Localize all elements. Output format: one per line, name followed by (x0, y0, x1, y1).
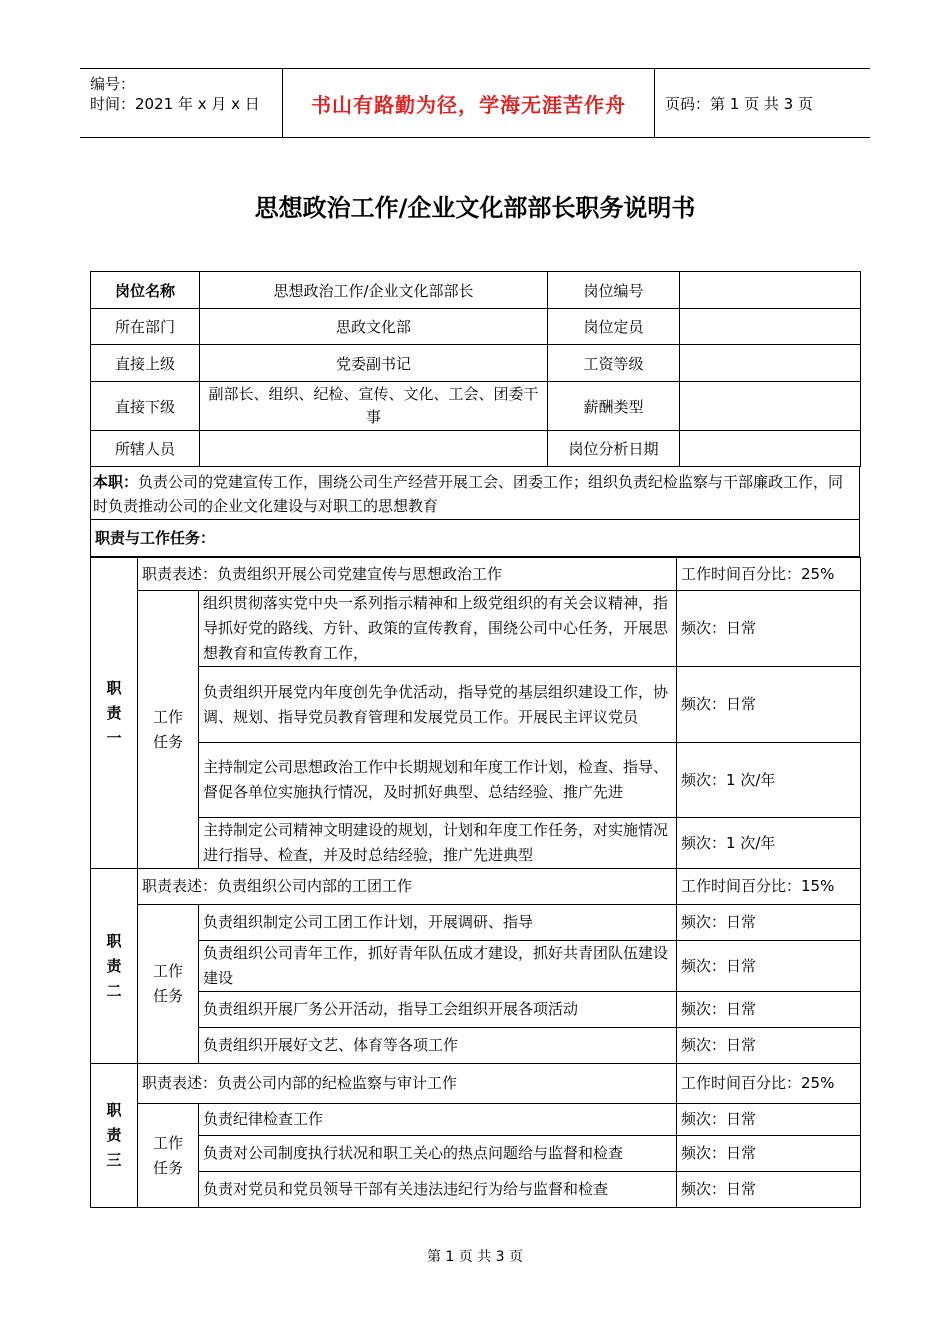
header-meta-cell (80, 69, 283, 137)
task-text: 负责对党员和党员领导干部有关违法违纪行为给与监督和检查 (199, 1172, 677, 1208)
table-row (91, 818, 861, 869)
duty-table-2 (90, 868, 861, 1064)
task-text: 负责组织开展党内年度创先争优活动，指导党的基层组织建设工作，协调、规划、指导党员教育管理和发展党员工作。开展民主评议党员 (199, 667, 677, 743)
task-label: 工作任务 (152, 707, 183, 751)
table-row (91, 1172, 861, 1208)
task-label: 工作任务 (152, 962, 183, 1005)
task-text: 负责组织公司青年工作，抓好青年队伍成才建设，抓好共青团队伍建设建设 (199, 941, 677, 992)
field-value (680, 309, 861, 345)
task-text: 负责对公司制度执行状况和职工关心的热点问题给与监督和检查 (199, 1136, 677, 1172)
task-text: 负责纪律检查工作 (199, 1104, 677, 1136)
task-text: 负责组织开展好文艺、体育等各项工作 (199, 1028, 677, 1064)
task-label: 工作任务 (152, 1133, 183, 1177)
field-label: 岗位定员 (548, 309, 680, 345)
task-label-cell (138, 591, 199, 869)
table-row (91, 345, 861, 382)
table-row (91, 558, 861, 591)
field-label: 工资等级 (548, 345, 680, 382)
field-value (680, 431, 861, 467)
duty-table-1 (90, 557, 861, 869)
table-row (91, 869, 861, 905)
position-info-section (90, 271, 860, 1208)
duties-heading: 职责与工作任务： (90, 520, 860, 557)
task-frequency: 频次：日常 (677, 1028, 861, 1064)
table-row (91, 667, 861, 743)
page-footer: 第 1 页 共 3 页 (426, 1249, 524, 1265)
task-text: 组织贯彻落实党中央一系列指示精神和上级党组织的有关会议精神，指导抓好党的路线、方针、政策的宣传教育，围绕公司中心任务，开展思想教育和宣传教育工作， (199, 591, 677, 667)
duty-percent: 工作时间百分比：15% (677, 869, 861, 905)
job-summary-label: 本职： (93, 473, 139, 491)
job-summary (90, 467, 860, 520)
task-frequency: 频次：日常 (677, 591, 861, 667)
duty-label-cell (91, 558, 138, 869)
table-row (91, 272, 861, 309)
duty-label-cell (91, 869, 138, 1064)
duty-label: 职责一 (106, 678, 122, 747)
motto-text: 书山有路勤为径，学海无涯苦作舟 (311, 92, 626, 117)
task-label-cell (138, 1104, 199, 1208)
field-value: 党委副书记 (200, 345, 548, 382)
duty-percent: 工作时间百分比：25% (677, 558, 861, 591)
field-value (680, 272, 861, 309)
duty-label: 职责二 (106, 931, 122, 1000)
page-indicator: 页码：第 1 页 共 3 页 (665, 94, 813, 113)
table-row (91, 941, 861, 992)
field-label: 直接上级 (91, 345, 200, 382)
task-frequency: 频次：日常 (677, 941, 861, 992)
table-row (91, 1104, 861, 1136)
task-text: 负责组织制定公司工团工作计划，开展调研、指导 (199, 905, 677, 941)
document-number-label: 编号： (90, 75, 136, 93)
table-row (91, 431, 861, 467)
task-text: 主持制定公司思想政治工作中长期规划和年度工作计划，检查、指导、督促各单位实施执行情况，及时抓好典型、总结经验、推广先进 (199, 743, 677, 818)
field-value: 副部长、组织、纪检、宣传、文化、工会、团委干事 (200, 382, 548, 431)
field-label: 薪酬类型 (548, 382, 680, 431)
table-row (91, 992, 861, 1028)
duty-statement: 职责表述：负责组织开展公司党建宣传与思想政治工作 (138, 558, 677, 591)
task-frequency: 频次：日常 (677, 1104, 861, 1136)
table-row (91, 905, 861, 941)
task-frequency: 频次：日常 (677, 992, 861, 1028)
field-label: 直接下级 (91, 382, 200, 431)
duty-label: 职责三 (106, 1101, 122, 1169)
table-row (91, 382, 861, 431)
page-title: 思想政治工作/企业文化部部长职务说明书 (254, 194, 696, 222)
field-value: 思想政治工作/企业文化部部长 (200, 272, 548, 309)
document-time-label: 时间：2021 年 x 月 x 日 (90, 95, 260, 113)
field-label: 所辖人员 (91, 431, 200, 467)
duty-label-cell (91, 1064, 138, 1208)
table-row (91, 1064, 861, 1104)
table-row (91, 743, 861, 818)
field-label: 岗位分析日期 (548, 431, 680, 467)
task-frequency: 频次：日常 (677, 667, 861, 743)
table-row (91, 591, 861, 667)
document-header (80, 68, 870, 138)
field-label: 岗位名称 (91, 272, 200, 309)
duty-statement: 职责表述：负责公司内部的纪检监察与审计工作 (138, 1064, 677, 1104)
job-summary-text: 负责公司的党建宣传工作，围绕公司生产经营开展工会、团委工作；组织负责纪检监察与干部廉政工作，同时负责推动公司的企业文化建设与对职工的思想教育 (93, 473, 844, 515)
field-value (680, 345, 861, 382)
duty-statement: 职责表述：负责组织公司内部的工团工作 (138, 869, 677, 905)
task-text: 主持制定公司精神文明建设的规划，计划和年度工作任务，对实施情况进行指导、检查，并及时总结经验，推广先进典型 (199, 818, 677, 869)
task-text: 负责组织开展厂务公开活动，指导工会组织开展各项活动 (199, 992, 677, 1028)
task-label-cell (138, 905, 199, 1064)
task-frequency: 频次：日常 (677, 1136, 861, 1172)
task-frequency: 频次：1 次/年 (677, 818, 861, 869)
task-frequency: 频次：日常 (677, 905, 861, 941)
field-value: 思政文化部 (200, 309, 548, 345)
field-value (680, 382, 861, 431)
task-frequency: 频次：1 次/年 (677, 743, 861, 818)
field-label: 岗位编号 (548, 272, 680, 309)
field-label: 所在部门 (91, 309, 200, 345)
duty-table-3 (90, 1063, 861, 1208)
table-row (91, 309, 861, 345)
header-page-cell (655, 69, 870, 137)
table-row (91, 1028, 861, 1064)
header-motto-cell (283, 69, 655, 137)
position-info-table (90, 271, 861, 467)
task-frequency: 频次：日常 (677, 1172, 861, 1208)
duty-percent: 工作时间百分比：25% (677, 1064, 861, 1104)
field-value (200, 431, 548, 467)
table-row (91, 1136, 861, 1172)
